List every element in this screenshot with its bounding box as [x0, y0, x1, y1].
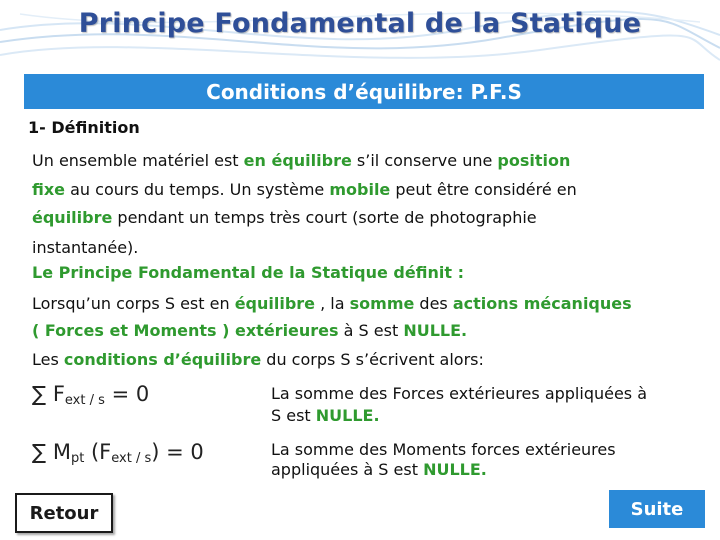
eq1-description-line-1: La somme des Forces extérieures appliquées à: [271, 384, 648, 403]
pfs-intro: Le Principe Fondamental de la Statique définit :: [32, 263, 465, 282]
text: pendant un temps très court (sorte de photographie: [112, 208, 537, 227]
paren-f: (F: [84, 440, 112, 464]
eq1-description-line-2: [271, 406, 380, 425]
section-heading: 1- Définition: [28, 118, 140, 137]
sigma-f: ∑ F: [32, 382, 65, 406]
suite-button[interactable]: Suite: [609, 490, 705, 528]
keyword-nulle: NULLE.: [315, 406, 380, 425]
keyword-equilibre: équilibre: [32, 208, 113, 227]
subscript-ext: ext / s: [111, 451, 152, 466]
text: au cours du temps. Un système: [65, 180, 330, 199]
keyword-actions-mecaniques: actions mécaniques: [452, 294, 632, 313]
text: Les: [32, 350, 64, 369]
text: Un ensemble matériel est: [32, 151, 244, 170]
definition-line-4: instantanée).: [32, 238, 139, 257]
pfs-line-2: [32, 321, 467, 340]
definition-line-2: [32, 180, 577, 199]
conditions-line: [32, 350, 484, 369]
keyword-en-equilibre: en équilibre: [243, 151, 352, 170]
eq2-description-line-2: [271, 460, 487, 479]
keyword-conditions-equilibre: conditions d’équilibre: [63, 350, 262, 369]
keyword-nulle: NULLE.: [423, 460, 487, 479]
equals-zero: = 0: [104, 382, 150, 406]
text: du corps S s’écrivent alors:: [261, 350, 484, 369]
equation-sum-forces: [32, 382, 149, 408]
equals-zero: ) = 0: [151, 440, 204, 464]
keyword-somme: somme: [349, 294, 415, 313]
keyword-nulle: NULLE.: [403, 321, 468, 340]
section-banner: Conditions d’équilibre: P.F.S: [24, 74, 704, 109]
text: , la: [315, 294, 350, 313]
keyword-fixe: fixe: [32, 180, 66, 199]
definition-line-3: [32, 208, 537, 227]
eq2-description-line-1: La somme des Moments forces extérieures: [271, 440, 616, 459]
text: Lorsqu’un corps S est en: [32, 294, 235, 313]
keyword-forces-moments: ( Forces et Moments ) extérieures: [32, 321, 339, 340]
text: appliquées à S est: [271, 460, 424, 479]
text: S est: [271, 406, 316, 425]
sigma-m: ∑ M: [32, 440, 71, 464]
pfs-line-1: [32, 294, 632, 313]
subscript-pt: pt: [70, 451, 85, 466]
subscript: ext / s: [64, 393, 105, 408]
keyword-equilibre: équilibre: [234, 294, 316, 313]
definition-line-1: [32, 151, 570, 170]
text: des: [414, 294, 453, 313]
keyword-mobile: mobile: [329, 180, 391, 199]
text: s’il conserve une: [351, 151, 498, 170]
text: à S est: [338, 321, 404, 340]
equation-sum-moments: [32, 440, 204, 466]
retour-button[interactable]: Retour: [15, 493, 113, 533]
page-title: Principe Fondamental de la Statique: [78, 8, 642, 39]
text: peut être considéré en: [390, 180, 577, 199]
keyword-position: position: [497, 151, 571, 170]
